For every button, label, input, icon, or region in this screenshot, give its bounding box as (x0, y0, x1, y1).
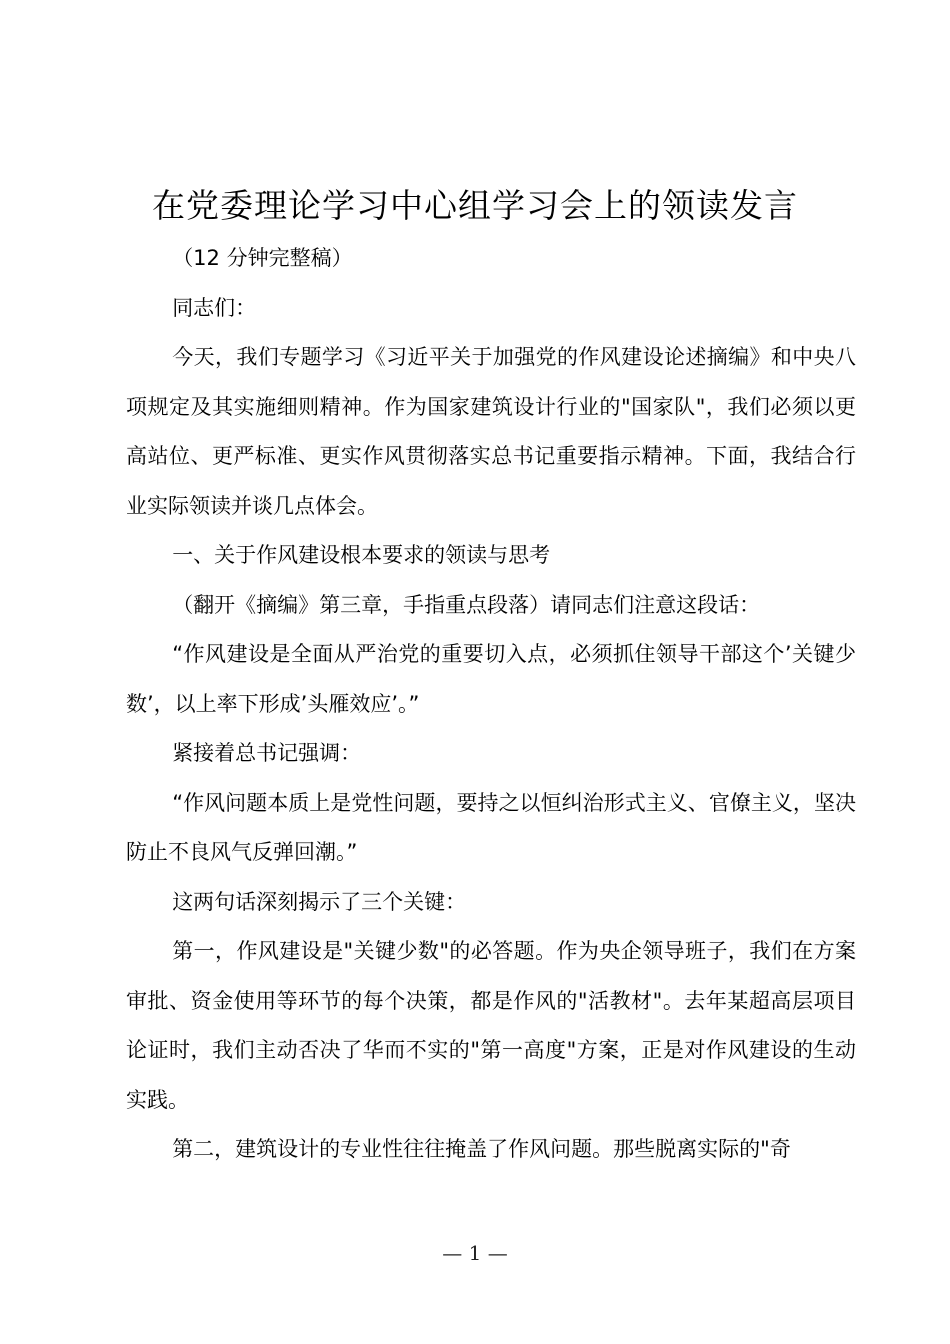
page-number: — 1 — (442, 1241, 508, 1265)
document-subtitle: （12 分钟完整稿） (172, 246, 353, 270)
document-body (126, 234, 856, 1175)
quote-2: “作风问题本质上是党性问题，要持之以恒纠治形式主义、官僚主义，坚决防止不良风气反弹回潮。” (126, 790, 856, 864)
salutation: 同志们： (172, 295, 257, 320)
document-title: 在党委理论学习中心组学习会上的领读发言 (152, 186, 798, 225)
paragraph-point-1: 第一，作风建设是"关键少数"的必答题。作为央企领导班子，我们在方案审批、资金使用等环节的每个决策，都是作风的"活教材"。去年某超高层项目论证时，我们主动否决了华而不实的"第一高度"方案，正是对作风建设的生动实践。 (126, 939, 856, 1112)
paragraph-instruction: （翻开《摘编》第三章，手指重点段落）请同志们注意这段话： (172, 592, 761, 617)
paragraph-summary: 这两句话深刻揭示了三个关键： (172, 889, 467, 914)
paragraph-point-2: 第二，建筑设计的专业性往往掩盖了作风问题。那些脱离实际的"奇 (172, 1137, 791, 1161)
quote-1: “作风建设是全面从严治党的重要切入点，必须抓住领导干部这个’关键少数’，以上率下形成’头雁效应’。” (126, 642, 856, 716)
paragraph-transition: 紧接着总书记强调： (172, 741, 362, 765)
paragraph-intro: 今天，我们专题学习《习近平关于加强党的作风建设论述摘编》和中央八项规定及其实施细则精神。作为国家建筑设计行业的"国家队"，我们必须以更高站位、更严标准、更实作风贯彻落实总书记重要指示精神。下面，我结合行业实际领读并谈几点体会。 (126, 345, 856, 518)
section-heading-1: 一、关于作风建设根本要求的领读与思考 (172, 543, 551, 567)
